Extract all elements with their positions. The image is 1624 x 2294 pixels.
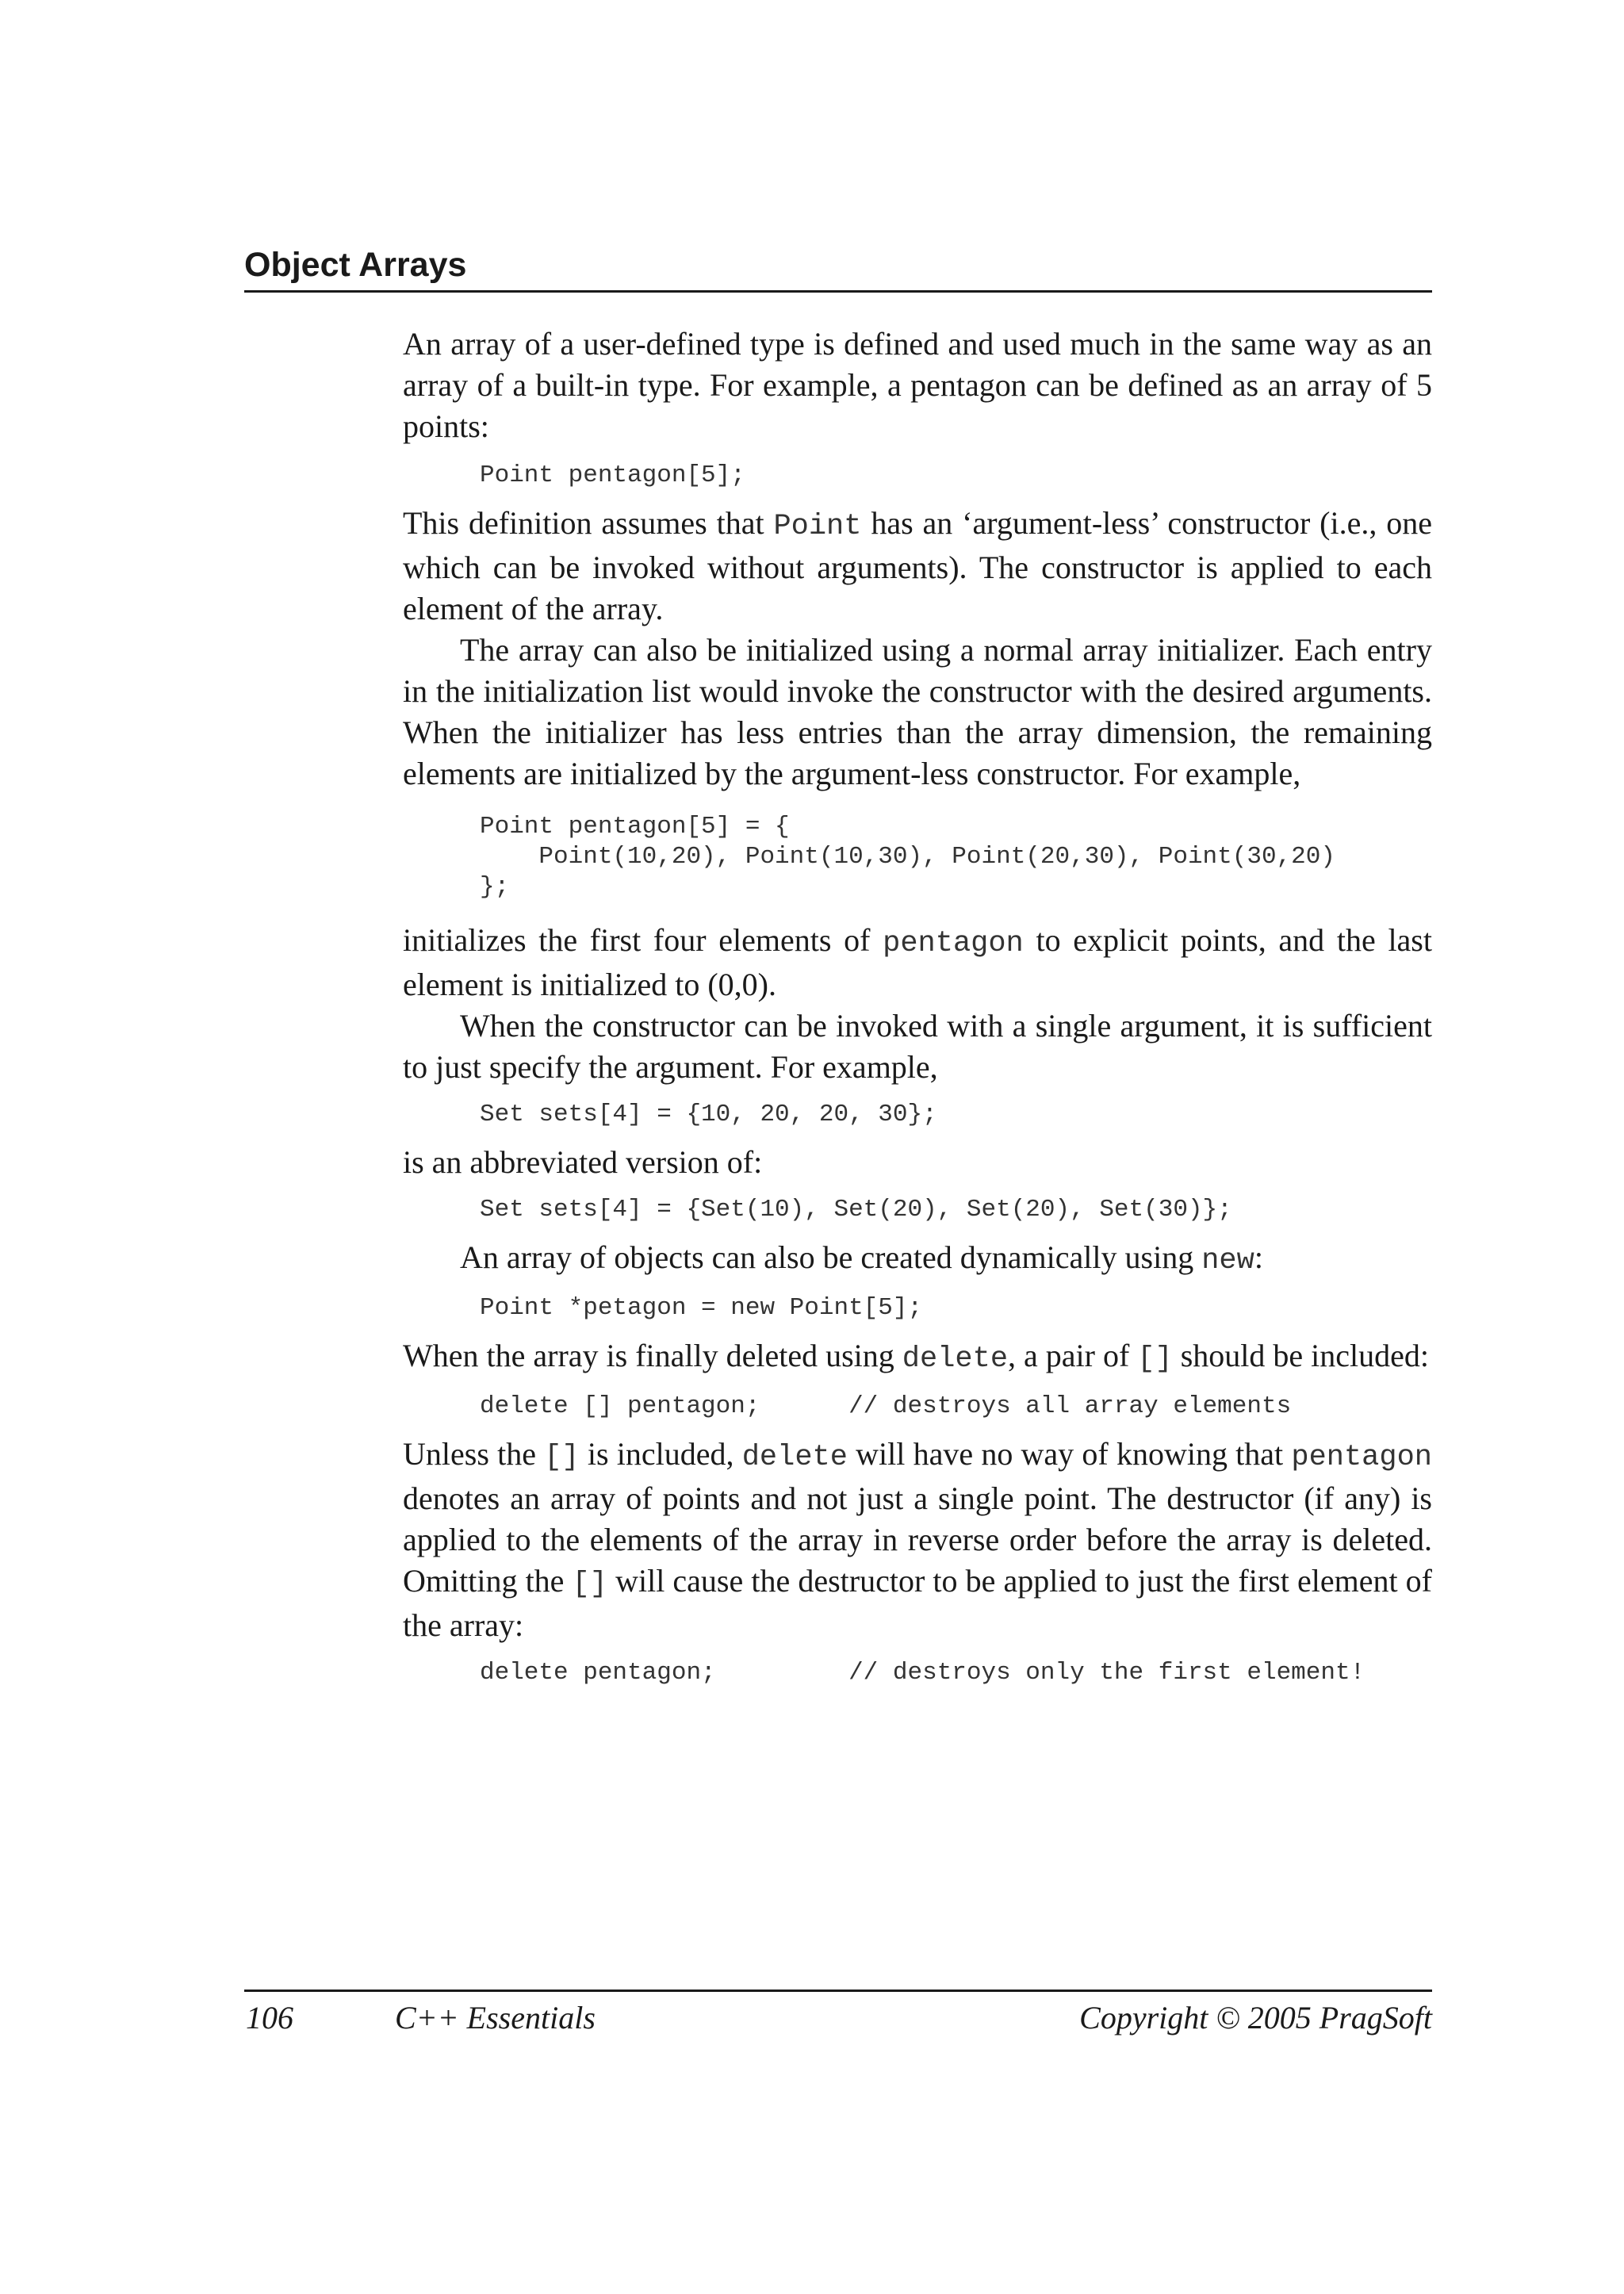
code-line: delete pentagon; // destroys only the first element! — [480, 1659, 1365, 1687]
inline-code: delete — [902, 1342, 1009, 1376]
code-block-5 — [403, 1293, 1432, 1324]
inline-code: pentagon — [1291, 1441, 1432, 1474]
paragraph-6: is an abbreviated version of: — [403, 1144, 763, 1180]
inline-code: [] — [572, 1568, 607, 1601]
code-block-4 — [403, 1194, 1432, 1226]
paragraph-8: When the array is finally deleted using delete, a pair of [] should be included: — [403, 1338, 1429, 1376]
copyright-notice: Copyright © 2005 PragSoft — [1079, 2000, 1432, 2035]
code-line: delete [] pentagon; // destroys all array elements — [480, 1392, 1292, 1420]
paragraph-1: An array of a user-defined type is defined and used much in the same way as an array of a built-in type. For example, a pentagon can be defined as an array of 5 points: — [403, 326, 1432, 444]
paragraph-9: Unless the [] is included, delete will have no way of knowing that pentagon denotes an array of points and not just a single point. The destructor (if any) is applied to the elements of the array in reverse order before the array is deleted. Omitting the [] will cause the destructor to be applied to just the first element of the array: — [403, 1436, 1432, 1643]
code-line: }; — [480, 873, 510, 901]
code-line: Set sets[4] = {10, 20, 20, 30}; — [480, 1101, 937, 1128]
inline-code: pentagon — [883, 927, 1024, 960]
body-text — [403, 324, 1432, 1689]
code-line: Point(10,20), Point(10,30), Point(20,30), Point(30,20) — [480, 843, 1335, 871]
inline-code: [] — [544, 1441, 580, 1474]
inline-code: new — [1201, 1244, 1254, 1277]
inline-code: delete — [741, 1441, 848, 1474]
code-line: Point pentagon[5]; — [480, 461, 745, 489]
code-line: Point pentagon[5] = { — [480, 813, 790, 841]
paragraph-2: This definition assumes that Point has an ‘argument-less’ constructor (i.e., one which can be invoked without arguments). The constructor is applied to each element of the array. — [403, 505, 1432, 626]
inline-code: [] — [1137, 1342, 1173, 1376]
paragraph-4: initializes the first four elements of pentagon to explicit points, and the last element is initialized to (0,0). — [403, 922, 1432, 1002]
page-footer — [244, 1990, 1432, 2035]
paragraph-5: When the constructor can be invoked with a single argument, it is sufficient to just specify the argument. For example, — [403, 1008, 1432, 1085]
code-block-2 — [403, 812, 1432, 902]
page-number: 106 — [246, 2000, 293, 2035]
code-line: Set sets[4] = {Set(10), Set(20), Set(20), Set(30)}; — [480, 1196, 1232, 1224]
section-heading: Object Arrays — [244, 243, 1432, 293]
code-block-6 — [403, 1391, 1432, 1423]
code-line: Point *petagon = new Point[5]; — [480, 1294, 923, 1322]
paragraph-3: The array can also be initialized using a normal array initializer. Each entry in the initialization list would invoke the constructor with the desired arguments. When the initializer has less entries than the array dimension, the remaining elements are initialized by the argument-less constructor. For example, — [403, 632, 1432, 791]
paragraph-7: An array of objects can also be created dynamically using new: — [460, 1239, 1263, 1277]
code-block-1 — [403, 460, 1432, 492]
code-block-3 — [403, 1099, 1432, 1131]
inline-code: Point — [773, 510, 862, 543]
book-title: C++ Essentials — [395, 2000, 596, 2035]
code-block-7 — [403, 1657, 1432, 1689]
